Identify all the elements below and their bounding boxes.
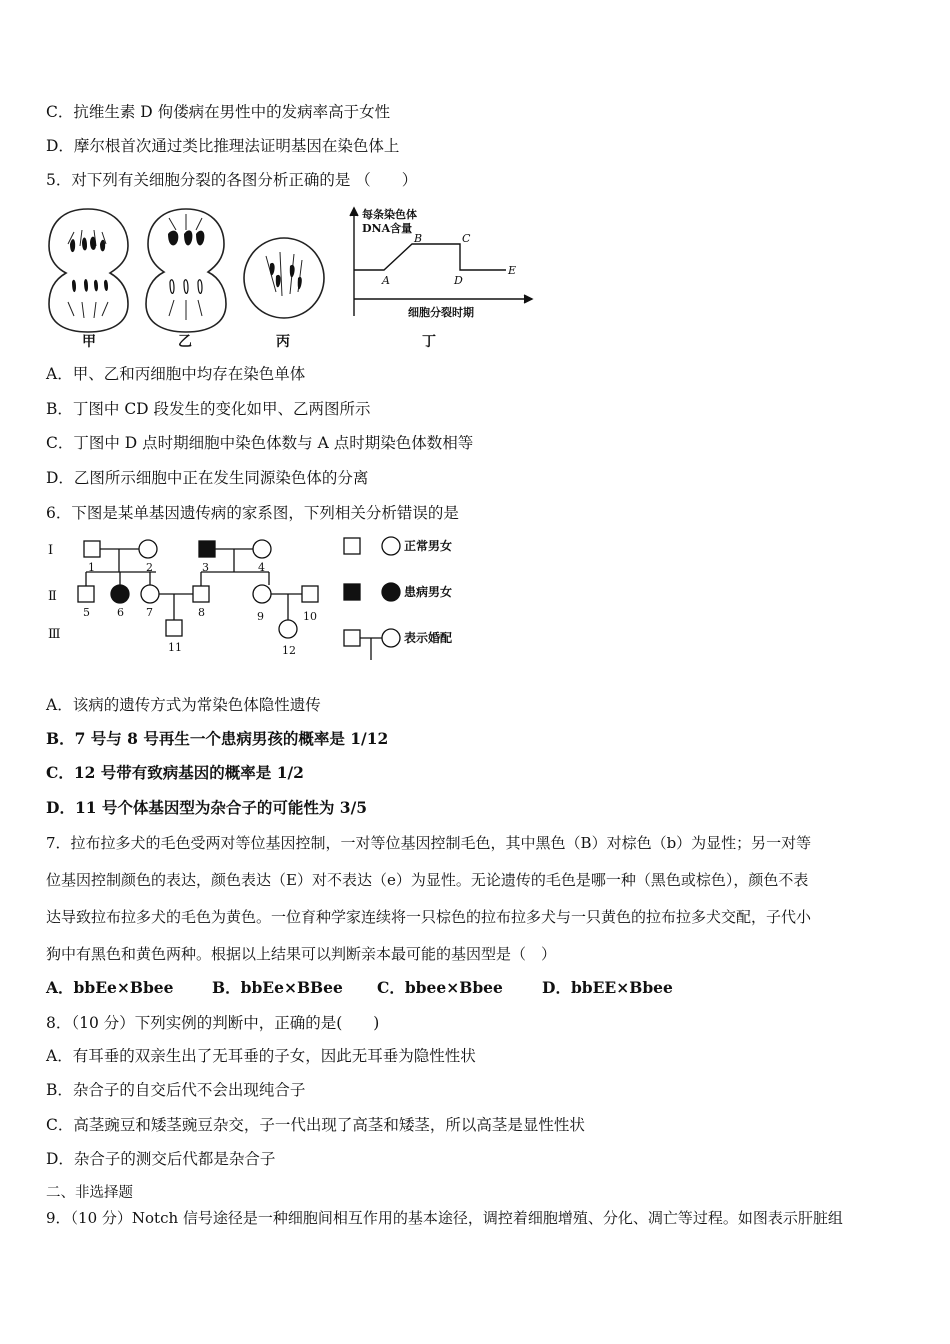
q8-option-b: B．杂合子的自交后代不会出现纯合子 xyxy=(46,1081,306,1099)
legend-affected: 患病男女 xyxy=(404,585,453,599)
q7-option-d: D．bbEE×Bbee xyxy=(542,978,673,997)
fig-label-jia: 甲 xyxy=(82,334,96,350)
q7-option-a: A．bbEe×Bbee xyxy=(46,978,174,997)
dna-content-line xyxy=(354,244,506,270)
generation-2: Ⅱ xyxy=(48,589,57,604)
q6-option-d: D．11 号个体基因型为杂合子的可能性为 3/5 xyxy=(46,798,368,817)
q5-option-a: A．甲、乙和丙细胞中均存在染色单体 xyxy=(46,365,306,383)
q6-option-a: A．该病的遗传方式为常染色体隐性遗传 xyxy=(46,696,321,714)
ind-4: 4 xyxy=(258,561,265,574)
ind-5: 5 xyxy=(83,606,90,619)
q5-figure xyxy=(44,204,544,352)
ind-3: 3 xyxy=(202,561,209,574)
q7-line-4: 狗中有黑色和黄色两种。根据以上结果可以判断亲本最可能的基因型是（ ） xyxy=(46,945,557,963)
fig-label-yi: 乙 xyxy=(178,334,192,350)
fig-label-bing: 丙 xyxy=(276,334,290,350)
q8-stem: 8．（10 分）下列实例的判断中，正确的是( ) xyxy=(46,1014,380,1032)
q7-line-2: 位基因控制颜色的表达，颜色表达（E）对不表达（e）为显性。无论遗传的毛色是哪一种（黑色或棕色），颜色不表 xyxy=(46,871,809,889)
graph-point-e: E xyxy=(508,264,517,277)
q8-option-c: C．高茎豌豆和矮茎豌豆杂交，子一代出现了高茎和矮茎，所以高茎是显性性状 xyxy=(46,1116,585,1134)
q8-option-d: D．杂合子的测交后代都是杂合子 xyxy=(46,1150,276,1168)
fig-label-ding: 丁 xyxy=(422,334,436,350)
ind-1: 1 xyxy=(88,561,95,574)
graph-point-d: D xyxy=(454,274,463,287)
q6-option-b: B．7 号与 8 号再生一个患病男孩的概率是 1/12 xyxy=(46,729,389,748)
q4-option-d: D．摩尔根首次通过类比推理法证明基因在染色体上 xyxy=(46,137,400,155)
ind-7: 7 xyxy=(146,606,153,619)
ind-2: 2 xyxy=(146,561,153,574)
q6-stem: 6．下图是某单基因遗传病的家系图，下列相关分析错误的是 xyxy=(46,504,459,522)
legend-normal: 正常男女 xyxy=(404,539,453,553)
q7-line-1: 7．拉布拉多犬的毛色受两对等位基因控制，一对等位基因控制毛色，其中黑色（B）对棕色（b）为显性；另一对等 xyxy=(46,834,812,852)
ind-11: 11 xyxy=(168,641,182,654)
pedigree-chart xyxy=(44,534,474,662)
ind-10: 10 xyxy=(303,610,317,623)
q6-option-c: C．12 号带有致病基因的概率是 1/2 xyxy=(46,763,304,782)
ind-8: 8 xyxy=(198,606,205,619)
cell-bing-icon xyxy=(244,238,324,318)
graph-xlabel: 细胞分裂时期 xyxy=(408,306,474,319)
graph-point-c: C xyxy=(462,232,471,245)
q5-option-d: D．乙图所示细胞中正在发生同源染色体的分离 xyxy=(46,469,369,487)
graph-ylabel-1: 每条染色体 xyxy=(362,208,417,221)
q9-line-1: 9．（10 分）Notch 信号途径是一种细胞间相互作用的基本途径，调控着细胞增殖、分化、凋亡等过程。如图表示肝脏组 xyxy=(46,1209,843,1227)
graph-ylabel-2: DNA含量 xyxy=(362,222,413,235)
q7-line-3: 达导致拉布拉多犬的毛色为黄色。一位育种学家连续将一只棕色的拉布拉多犬与一只黄色的拉布拉多犬交配，子代小 xyxy=(46,908,812,926)
q8-option-a: A．有耳垂的双亲生出了无耳垂的子女，因此无耳垂为隐性性状 xyxy=(46,1047,476,1065)
q7-option-b: B．bbEe×BBee xyxy=(212,978,343,997)
generation-1: Ⅰ xyxy=(48,543,54,558)
ind-6: 6 xyxy=(117,606,124,619)
graph-point-a: A xyxy=(382,274,390,287)
q4-option-c: C．抗维生素 D 佝偻病在男性中的发病率高于女性 xyxy=(46,103,391,121)
graph-point-b: B xyxy=(414,232,423,245)
legend-marriage: 表示婚配 xyxy=(404,631,453,645)
q5-stem: 5．对下列有关细胞分裂的各图分析正确的是 （ ） xyxy=(46,171,418,189)
cell-jia-icon xyxy=(49,209,128,332)
ind-9: 9 xyxy=(257,610,264,623)
q5-option-c: C．丁图中 D 点时期细胞中染色体数与 A 点时期染色体数相等 xyxy=(46,434,474,452)
ind-12: 12 xyxy=(282,644,296,657)
q7-option-c: C．bbee×Bbee xyxy=(377,978,503,997)
cell-yi-icon xyxy=(146,209,226,332)
generation-3: Ⅲ xyxy=(48,627,61,642)
section-heading: 二、非选择题 xyxy=(46,1185,133,1201)
q5-option-b: B．丁图中 CD 段发生的变化如甲、乙两图所示 xyxy=(46,400,371,418)
